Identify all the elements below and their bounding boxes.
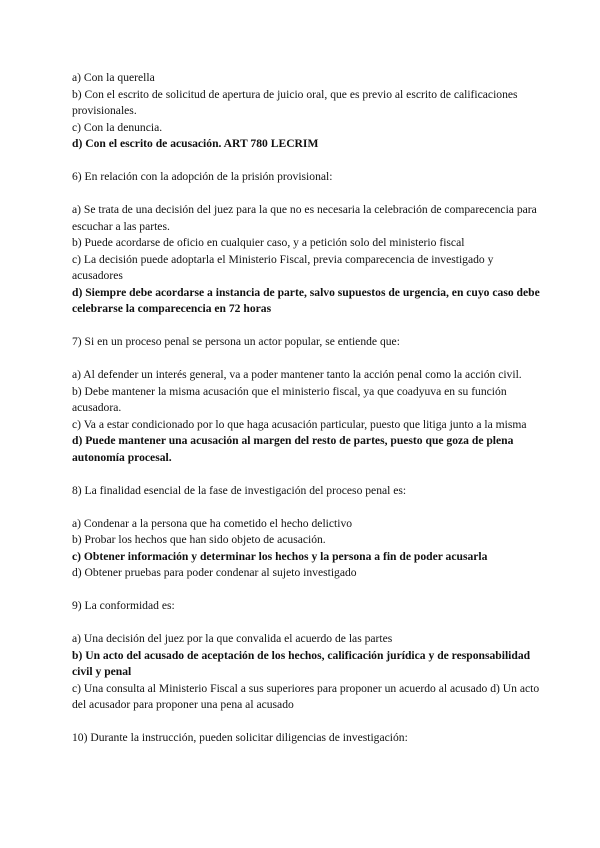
paragraph-spacer [72,351,540,368]
answer-option-highlighted: d) Siempre debe acordarse a instancia de parte, salvo supuestos de urgencia, en cuyo caso debe celebrarse la comparecencia en 72 horas [72,285,540,315]
answer-option-highlighted: d) Con el escrito de acusación. ART 780 LECRIM [72,137,319,150]
answer-option: c) Una consulta al Ministerio Fiscal a sus superiores para proponer un acuerdo al acusado d) Un acto del acusador para proponer una pena al acusado [72,681,540,711]
question-text: 6) En relación con la adopción de la prisión provisional: [72,170,333,183]
answer-option: c) Con la denuncia. [72,120,163,134]
answer-option: b) Con el escrito de solicitud de apertura de juicio oral, que es previo al escrito de calificaciones provisionales. [72,87,518,117]
answer-option: a) Condenar a la persona que ha cometido el hecho delictivo [72,516,353,530]
answer-option-highlighted: b) Un acto del acusado de aceptación de los hechos, calificación jurídica y de responsabilidad civil y penal [72,648,531,678]
paragraph-spacer [72,582,540,599]
answer-option: d) Obtener pruebas para poder condenar al sujeto investigado [72,566,357,579]
answer-option: b) Debe mantener la misma acusación que el ministerio fiscal, ya que coadyuva en su función acusadora. [72,384,507,414]
question-text: 10) Durante la instrucción, pueden solicitar diligencias de investigación: [72,731,408,744]
question-text: 7) Si en un proceso penal se persona un actor popular, se entiende que: [72,335,400,348]
question-text: 9) La conformidad es: [72,599,175,612]
paragraph-spacer [72,499,540,516]
answer-option: a) Al defender un interés general, va a poder mantener tanto la acción penal como la acción civil. [72,368,522,381]
paragraph-spacer [72,153,540,170]
paragraph-spacer [72,318,540,335]
answer-option-highlighted: c) Obtener información y determinar los hechos y la persona a fin de poder acusarla [72,549,488,563]
paragraph-spacer [72,186,540,203]
paragraph-spacer [72,714,540,731]
question-text: 8) La finalidad esencial de la fase de investigación del proceso penal es: [72,483,407,497]
answer-option: a) Una decisión del juez por la que convalida el acuerdo de las partes [72,632,393,645]
answer-option: c) Va a estar condicionado por lo que haga acusación particular, puesto que litiga junto a la misma [72,417,527,431]
paragraph-spacer [72,615,540,632]
answer-option: a) Se trata de una decisión del juez para la que no es necesaria la celebración de comparecencia para escuchar a las partes. [72,203,537,233]
answer-option: b) Probar los hechos que han sido objeto de acusación. [72,533,326,546]
answer-option: b) Puede acordarse de oficio en cualquier caso, y a petición solo del ministerio fiscal [72,236,465,249]
paragraph-spacer [72,466,540,483]
answer-option: a) Con la querella [72,71,155,84]
answer-option-highlighted: d) Puede mantener una acusación al margen del resto de partes, puesto que goza de plena autonomía procesal. [72,434,514,464]
answer-option: c) La decisión puede adoptarla el Ministerio Fiscal, previa comparecencia de investigado y acusadores [72,252,494,282]
